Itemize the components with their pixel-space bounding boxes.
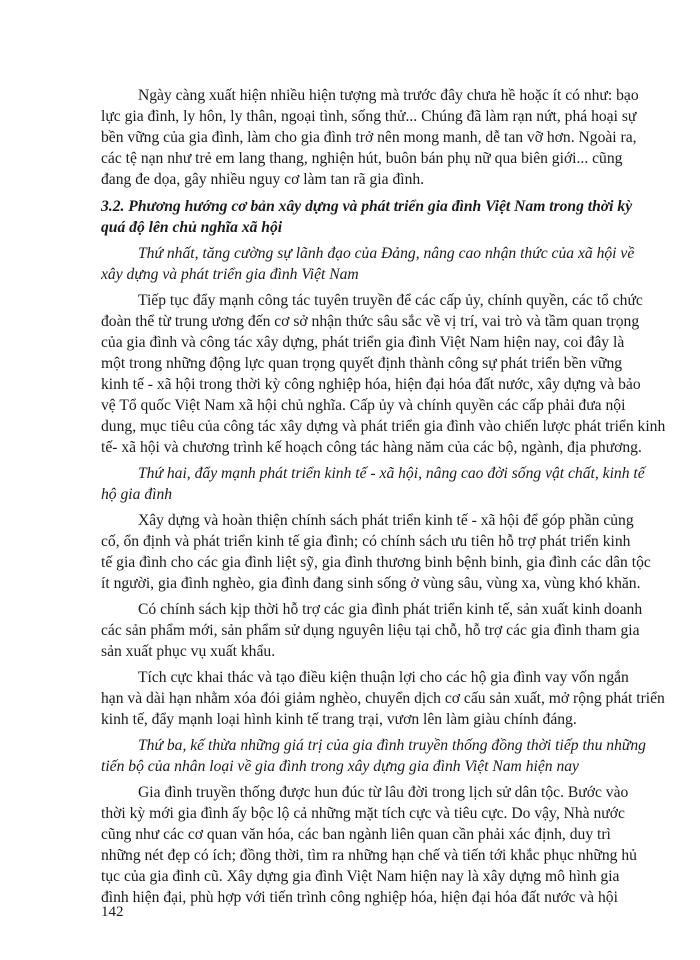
text-line: các sản phẩm mới, sản phẩm sử dụng nguyên liệu tại chỗ, hỗ trợ các gia đình tham gia xyxy=(101,622,640,639)
text-line: 3.2. Phương hướng cơ bản xây dựng và phát triển gia đình Việt Nam trong thời kỳ xyxy=(101,198,633,215)
text-line: hộ gia đình xyxy=(101,486,173,503)
text-line: hạn và dài hạn nhằm xóa đói giảm nghèo, chuyển dịch cơ cấu sản xuất, mở rộng phát triển xyxy=(101,690,665,707)
subheading-paragraph xyxy=(101,735,646,777)
page-body xyxy=(101,85,666,908)
text-line: những nét đẹp có ích; đồng thời, tìm ra những hạn chế và tiến tới khắc phục những hủ xyxy=(101,847,637,864)
text-line: đoàn thể từ trung ương đến cơ sở nhận thức sâu sắc về vị trí, vai trò và tầm quan trọng xyxy=(101,313,640,330)
text-line: bền vững của gia đình, làm cho gia đình trở nên mong manh, dễ tan vỡ hơn. Ngoài ra, xyxy=(101,129,637,146)
text-line: của gia đình và công tác xây dựng, phát triển gia đình Việt Nam hiện nay, coi đây là xyxy=(101,334,625,351)
text-line: tiến bộ của nhân loại về gia đình trong xây dựng gia đình Việt Nam hiện nay xyxy=(101,758,579,775)
body-paragraph xyxy=(101,85,639,190)
text-line: lực gia đình, ly hôn, ly thân, ngoại tình, sống thử... Chúng đã làm rạn nứt, phá hoại sự xyxy=(101,108,637,125)
text-line: tục của gia đình cũ. Xây dựng gia đình Việt Nam hiện nay là xây dựng mô hình gia xyxy=(101,868,620,885)
text-line: quá độ lên chủ nghĩa xã hội xyxy=(101,219,283,236)
text-line: đình hiện đại, phù hợp với tiến trình công nghiệp hóa, hiện đại hóa đất nước và hội xyxy=(101,889,618,906)
text-line: Thứ ba, kế thừa những giá trị của gia đình truyền thống đồng thời tiếp thu những xyxy=(138,737,646,754)
text-line: kinh tế - xã hội trong thời kỳ công nghiệp hóa, hiện đại hóa đất nước, xây dựng và bảo xyxy=(101,376,641,393)
section-heading xyxy=(101,196,633,238)
body-paragraph xyxy=(101,667,665,730)
text-line: Thứ nhất, tăng cường sự lãnh đạo của Đảng, nâng cao nhận thức của xã hội về xyxy=(138,245,635,262)
text-line: đang đe dọa, gây nhiều nguy cơ làm tan rã gia đình. xyxy=(101,171,425,188)
text-line: Tiếp tục đẩy mạnh công tác tuyên truyền để các cấp ủy, chính quyền, các tổ chức xyxy=(138,292,643,309)
body-paragraph xyxy=(101,510,651,594)
body-paragraph xyxy=(101,782,637,908)
text-line: cũng như các cơ quan văn hóa, các ban ngành liên quan cần phải xác định, duy trì xyxy=(101,826,611,843)
text-line: Ngày càng xuất hiện nhiều hiện tượng mà trước đây chưa hề hoặc ít có như: bạo xyxy=(138,87,639,104)
body-paragraph xyxy=(101,599,643,662)
page-number: 142 xyxy=(101,904,124,920)
text-line: xây dựng và phát triển gia đình Việt Nam xyxy=(101,266,359,283)
text-line: Có chính sách kịp thời hỗ trợ các gia đình phát triển kinh tế, sản xuất kinh doanh xyxy=(138,601,643,618)
text-line: thời kỳ mới gia đình ấy bộc lộ cả những mặt tích cực và tiêu cực. Do vậy, Nhà nước xyxy=(101,805,625,822)
text-line: dung, mục tiêu của công tác xây dựng và phát triển gia đình vào chiến lược phát triển kinh xyxy=(101,418,666,435)
text-line: sản xuất phục vụ xuất khẩu. xyxy=(101,643,276,660)
text-line: Gia đình truyền thống được hun đúc từ lâu đời trong lịch sử dân tộc. Bước vào xyxy=(138,784,629,801)
text-line: Thứ hai, đẩy mạnh phát triển kinh tế - xã hội, nâng cao đời sống vật chất, kinh tế xyxy=(138,465,645,482)
text-line: các tệ nạn như trẻ em lang thang, nghiện hút, buôn bán phụ nữ qua biên giới... cũng xyxy=(101,150,623,167)
text-line: Tích cực khai thác và tạo điều kiện thuận lợi cho các hộ gia đình vay vốn ngắn xyxy=(138,669,629,686)
text-line: tế- xã hội và chương trình kế hoạch công tác hàng năm của các bộ, ngành, địa phương. xyxy=(101,439,642,456)
body-paragraph xyxy=(101,290,666,458)
text-line: tế gia đình cho các gia đình liệt sỹ, gia đình thương binh bệnh binh, gia đình các dân tộc xyxy=(101,554,651,571)
text-line: vệ Tổ quốc Việt Nam xã hội chủ nghĩa. Cấp ủy và chính quyền các cấp phải đưa nội xyxy=(101,397,626,414)
subheading-paragraph xyxy=(101,463,645,505)
text-line: kinh tế, đẩy mạnh loại hình kinh tế trang trại, vươn lên làm giàu chính đáng. xyxy=(101,711,577,728)
subheading-paragraph xyxy=(101,243,635,285)
text-line: ít người, gia đình nghèo, gia đình đang sinh sống ở vùng sâu, vùng xa, vùng khó khăn. xyxy=(101,575,641,592)
text-line: một trong những động lực quan trọng quyết định thành công sự phát triển bền vững xyxy=(101,355,623,372)
text-line: Xây dựng và hoàn thiện chính sách phát triển kinh tế - xã hội để góp phần củng xyxy=(138,512,634,529)
text-line: cố, ổn định và phát triển kinh tế gia đình; có chính sách ưu tiên hỗ trợ phát triển kinh xyxy=(101,533,631,550)
